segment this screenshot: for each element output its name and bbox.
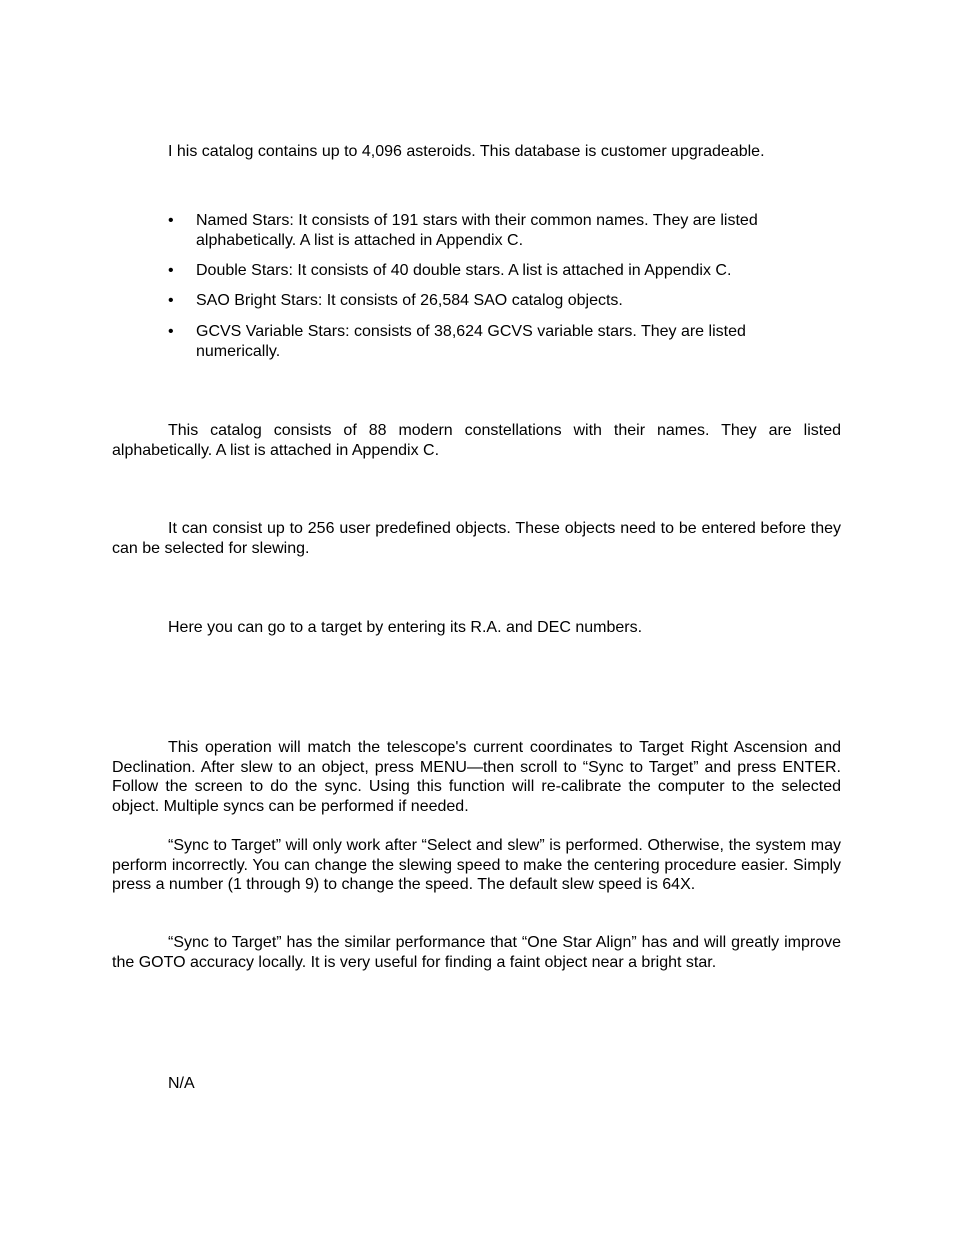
sao-stars-text: SAO Bright Stars: It consists of 26,584 SAO catalog objects. (196, 292, 623, 309)
bullet-icon: • (168, 212, 174, 229)
list-item (168, 261, 828, 281)
gcvs-stars-text: GCVS Variable Stars: consists of 38,624 GCVS variable stars. They are listed numerically. (196, 323, 746, 360)
double-stars-text: Double Stars: It consists of 40 double stars. A list is attached in Appendix C. (196, 262, 732, 279)
ra-dec-text: Here you can go to a target by entering its R.A. and DEC numbers. (168, 619, 643, 636)
star-catalog-list (168, 211, 828, 362)
na-text: N/A (168, 1075, 195, 1092)
bullet-icon: • (168, 262, 174, 279)
list-item (168, 322, 816, 362)
bullet-icon: • (168, 323, 174, 340)
sync-paragraph-1: This operation will match the telescope's current coordinates to Target Right Ascension and Declination. After slew to an object, press MENU—then scroll to “Sync to Target” and press ENTER. Follow the screen to do the sync. Using this function will re-calibrate the computer to the selected object. Multiple syncs can be performed if needed. (112, 739, 841, 815)
list-item (168, 211, 828, 251)
sync-paragraph-3: “Sync to Target” has the similar performance that “One Star Align” has and will greatly improve the GOTO accuracy locally. It is very useful for finding a faint object near a bright star. (112, 934, 841, 971)
constellations-text: This catalog consists of 88 modern constellations with their names. They are listed alphabetically. A list is attached in Appendix C. (112, 422, 841, 459)
asteroid-catalog-text: I his catalog contains up to 4,096 asteroids. This database is customer upgradeable. (168, 143, 765, 160)
custom-objects-text: It can consist up to 256 user predefined objects. These objects need to be entered before they can be selected for slewing. (112, 520, 841, 557)
sync-paragraph-2: “Sync to Target” will only work after “Select and slew” is performed. Otherwise, the system may perform incorrectly. You can change the slewing speed to make the centering procedure easier. Simply press a number (1 through 9) to change the speed. The default slew speed is 64X. (112, 837, 841, 893)
bullet-icon: • (168, 292, 174, 309)
named-stars-text: Named Stars: It consists of 191 stars with their common names. They are listed alphabetically. A list is attached in Appendix C. (196, 212, 758, 249)
list-item (168, 291, 828, 311)
